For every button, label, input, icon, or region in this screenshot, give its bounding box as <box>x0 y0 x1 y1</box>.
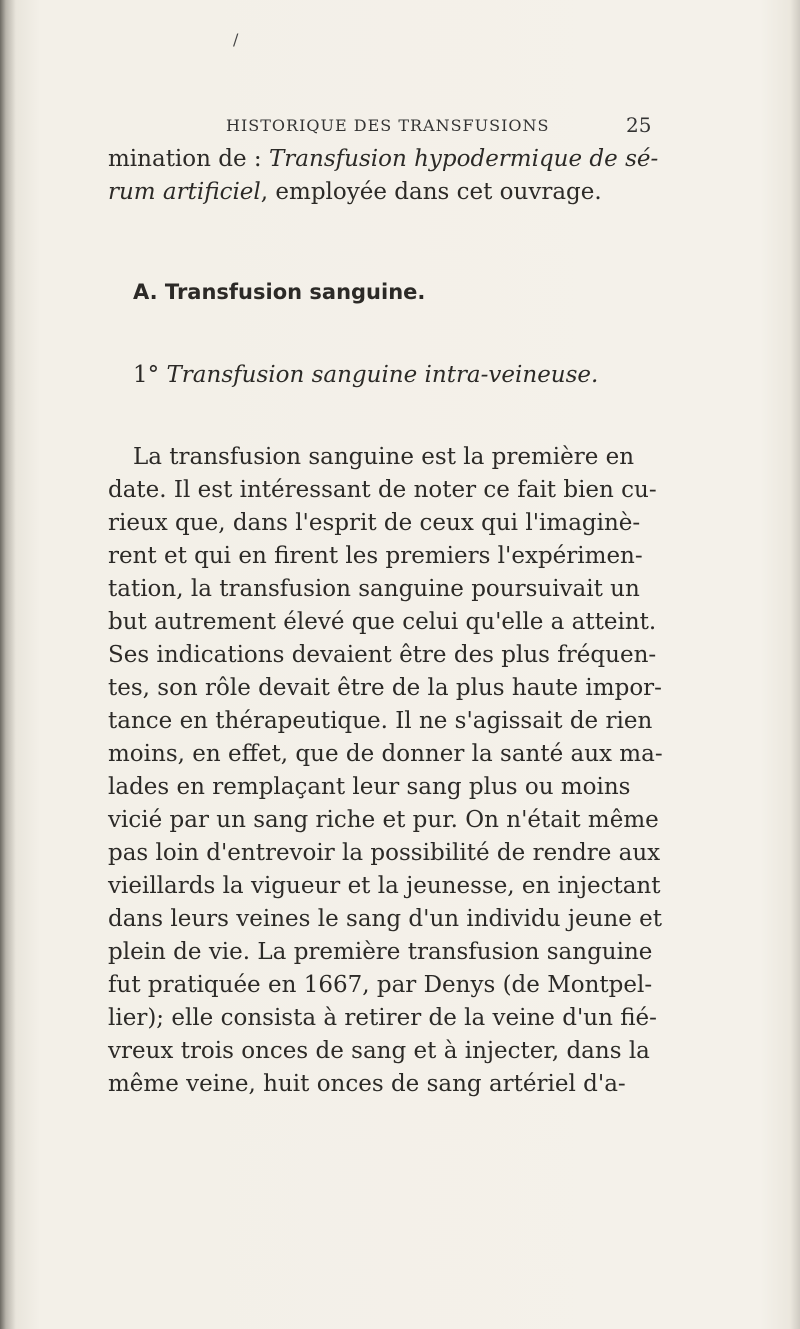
paragraph-line: même veine, huit onces de sang artériel d'a- <box>108 1071 626 1097</box>
paragraph-line: rieux que, dans l'esprit de ceux qui l'imaginè- <box>108 510 641 536</box>
section-heading: A. Transfusion sanguine. <box>133 280 426 304</box>
paragraph-line: lades en remplaçant leur sang plus ou moins <box>108 774 631 800</box>
paragraph-line: date. Il est intéressant de noter ce fait bien cu- <box>108 477 657 503</box>
intro-line-2-italic: rum artificiel <box>108 179 261 205</box>
paragraph-line: rent et qui en firent les premiers l'expérimen- <box>108 543 643 569</box>
intro-line-1 <box>108 143 668 176</box>
paragraph-line: vicié par un sang riche et pur. On n'était même <box>108 807 659 833</box>
intro-line-2 <box>108 176 668 209</box>
paragraph-line: vieillards la vigueur et la jeunesse, en injectant <box>108 873 661 899</box>
intro-line-1-start: mination de : <box>108 146 269 172</box>
page-number: 25 <box>626 113 652 137</box>
paragraph-line: but autrement élevé que celui qu'elle a atteint. <box>108 609 657 635</box>
body-paragraph <box>108 441 668 1101</box>
margin-mark: / <box>233 30 239 49</box>
running-title: HISTORIQUE DES TRANSFUSIONS <box>226 116 550 135</box>
subsection-number: 1° <box>133 362 160 388</box>
subsection-heading <box>133 362 598 388</box>
paragraph-line: fut pratiquée en 1667, par Denys (de Montpel- <box>108 972 653 998</box>
paragraph-line: dans leurs veines le sang d'un individu jeune et <box>108 906 662 932</box>
paragraph-line: lier); elle consista à retirer de la veine d'un fié- <box>108 1005 657 1031</box>
intro-text <box>108 143 668 209</box>
paragraph-line: tance en thérapeutique. Il ne s'agissait de rien <box>108 708 653 734</box>
paragraph-line: tes, son rôle devait être de la plus haute impor- <box>108 675 662 701</box>
paragraph-line: moins, en effet, que de donner la santé aux ma- <box>108 741 663 767</box>
paragraph-line: vreux trois onces de sang et à injecter, dans la <box>108 1038 650 1064</box>
paragraph-line: Ses indications devaient être des plus fréquen- <box>108 642 657 668</box>
intro-line-2-end: , employée dans cet ouvrage. <box>260 179 602 205</box>
paragraph-line: plein de vie. La première transfusion sanguine <box>108 939 653 965</box>
paragraph-line: tation, la transfusion sanguine poursuivait un <box>108 576 640 602</box>
paragraph-line: La transfusion sanguine est la première en <box>133 444 635 470</box>
subsection-title: Transfusion sanguine intra-veineuse. <box>166 362 599 388</box>
paragraph-line: pas loin d'entrevoir la possibilité de rendre aux <box>108 840 661 866</box>
intro-line-1-italic: Transfusion hypodermique de sé- <box>268 146 659 172</box>
